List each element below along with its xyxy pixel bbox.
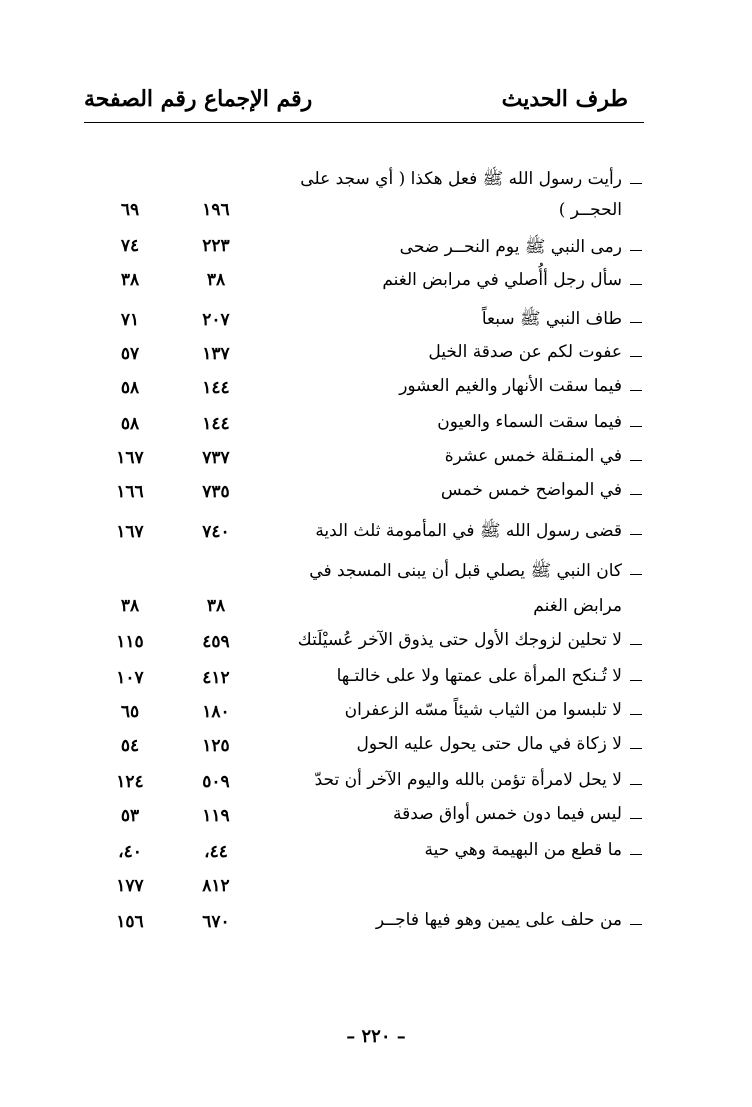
page-number: ٤٠،	[118, 842, 142, 862]
ijma-number: ٧٤٠	[202, 522, 230, 542]
page-number-footer: – ٢٢٠ –	[346, 1026, 406, 1047]
entry-dash	[630, 574, 642, 575]
entry-dash	[630, 322, 642, 323]
hadith-text: سأل رجل أأُصلي في مرابض الغنم	[382, 270, 622, 290]
page-number: ١٦٧	[116, 448, 144, 468]
entry-dash	[630, 356, 642, 357]
entry-dash	[630, 534, 642, 535]
page-number: ١٠٧	[116, 668, 144, 688]
hadith-text: فيما سقت السماء والعيون	[437, 412, 622, 432]
hadith-text: لا يحل لامرأة تؤمن بالله واليوم الآخر أن تحدّ	[314, 770, 622, 790]
header-ijma-label: رقم الإجماع	[204, 86, 313, 112]
ijma-number: ٦٧٠	[202, 912, 230, 932]
ijma-number: ٧٣٧	[202, 448, 230, 468]
ijma-number: ٤٥٩	[202, 632, 230, 652]
header-hadith-label: طرف الحديث	[501, 86, 628, 112]
ijma-number: ٣٨	[206, 270, 226, 290]
page-number: ١٧٧	[116, 876, 144, 896]
hadith-text: من حلف على يمين وهو فيها فاجــر	[375, 910, 622, 930]
hadith-text: ما قطع من البهيمة وهي حية	[424, 840, 622, 860]
entry-dash	[630, 390, 642, 391]
page-number: ٧٤	[120, 236, 140, 256]
hadith-text: في المنـقلة خمس عشرة	[444, 446, 622, 466]
header-page-label: رقم الصفحة	[84, 86, 197, 112]
ijma-number: ٤١٢	[202, 668, 230, 688]
hadith-text: لا تُـنكح المرأة على عمتها ولا على خالتـها	[336, 666, 622, 686]
ijma-number: ١٤٤	[202, 378, 230, 398]
ijma-number: ١٢٥	[202, 736, 230, 756]
entry-dash	[630, 284, 642, 285]
entry-dash	[630, 714, 642, 715]
entry-dash	[630, 924, 642, 925]
hadith-text: لا زكاة في مال حتى يحول عليه الحول	[356, 734, 622, 754]
ijma-number: ١٣٧	[202, 344, 230, 364]
ijma-number: ٧٣٥	[202, 482, 230, 502]
hadith-text: رمى النبي ﷺ يوم النحــر ضحى	[399, 237, 622, 257]
hadith-text: فيما سقت الأنهار والغيم العشور	[399, 376, 622, 396]
entry-dash	[630, 644, 642, 645]
hadith-text: مرابض الغنم	[533, 596, 622, 616]
page-number: ٦٥	[120, 702, 140, 722]
page-number: ٣٨	[120, 596, 140, 616]
ijma-number: ١٩٦	[202, 200, 230, 220]
entry-dash	[630, 426, 642, 427]
entry-dash	[630, 494, 642, 495]
hadith-text: لا تلبسوا من الثياب شيئاً مسّه الزعفران	[344, 700, 622, 720]
page-number: ٥٣	[120, 806, 140, 826]
page-number: ٥٨	[120, 414, 140, 434]
entry-dash	[630, 460, 642, 461]
ijma-number: ٣٨	[206, 596, 226, 616]
entry-dash	[630, 818, 642, 819]
hadith-text: طاف النبي ﷺ سبعاً	[481, 309, 622, 329]
page-number: ٦٩	[120, 200, 140, 220]
hadith-text: عفوت لكم عن صدقة الخيل	[428, 342, 622, 362]
entry-dash	[630, 854, 642, 855]
ijma-number: ٢٠٧	[202, 310, 230, 330]
ijma-number: ٤٤،	[204, 842, 228, 862]
ijma-number: ١١٩	[202, 806, 230, 826]
hadith-text: لا تحلين لزوجك الأول حتى يذوق الآخر عُسيْلَتك	[297, 630, 622, 650]
hadith-text: كان النبي ﷺ يصلي قبل أن يبنى المسجد في	[309, 561, 622, 581]
ijma-number: ٥٠٩	[202, 772, 230, 792]
page-number: ٣٨	[120, 270, 140, 290]
entry-dash	[630, 680, 642, 681]
page-number: ١٢٤	[116, 772, 144, 792]
ijma-number: ١٤٤	[202, 414, 230, 434]
page-number: ١١٥	[116, 632, 144, 652]
ijma-number: ٢٢٣	[202, 236, 230, 256]
entry-dash	[630, 784, 642, 785]
hadith-text: رأيت رسول الله ﷺ فعل هكذا ( أي سجد على	[300, 169, 622, 189]
page-number: ١٥٦	[116, 912, 144, 932]
page-number: ٧١	[120, 310, 140, 330]
page-number: ٥٧	[120, 344, 140, 364]
hadith-text: الحجــر )	[558, 200, 622, 220]
entry-dash	[630, 748, 642, 749]
page-number: ٥٤	[120, 736, 140, 756]
ijma-number: ١٨٠	[202, 702, 230, 722]
page-number: ١٦٦	[116, 482, 144, 502]
entry-dash	[630, 250, 642, 251]
entry-dash	[630, 183, 642, 184]
hadith-text: ليس فيما دون خمس أواق صدقة	[393, 804, 622, 824]
hadith-text: قضى رسول الله ﷺ في المأمومة ثلث الدية	[315, 521, 622, 541]
page-number: ١٦٧	[116, 522, 144, 542]
ijma-number: ٨١٢	[202, 876, 230, 896]
hadith-text: في المواضح خمس خمس	[440, 480, 622, 500]
page-number: ٥٨	[120, 378, 140, 398]
